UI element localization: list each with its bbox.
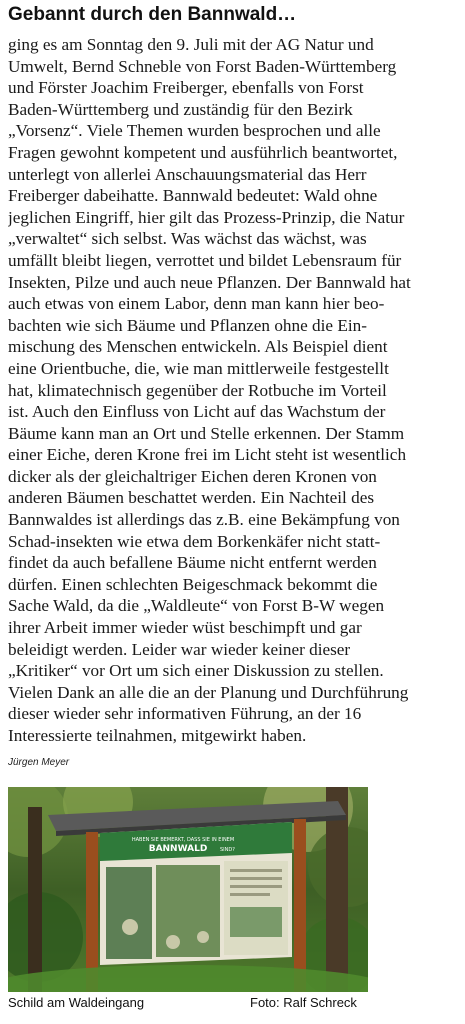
- article-line: eine Orientbuche, die, wie man mittlerweile festgestellt: [8, 358, 389, 378]
- article-line: Freiberger dabeihatte. Bannwald bedeutet: Wald ohne: [8, 186, 378, 206]
- article-line: Sache Wald, da die „Waldleute“ von Forst B-W wegen: [8, 596, 385, 616]
- tree-trunk: [28, 807, 42, 992]
- article-line: jeglichen Eingriff, hier gilt das Prozess-Prinzip, die Natur: [8, 207, 405, 227]
- sign-panel-photo: [106, 867, 152, 959]
- article-line: und Förster Joachim Freiberger, ebenfalls von Forst: [8, 78, 364, 98]
- article-line: Bannwaldes ist allerdings das z.B. eine Bekämpfung von: [8, 510, 400, 530]
- article-line: Interessierte teilnahmen, mitgewirkt haben.: [8, 726, 307, 745]
- photo-credit: Foto: Ralf Schreck: [250, 995, 357, 1010]
- article-line: „Vorsenz“. Viele Themen wurden besprochen und alle: [8, 121, 381, 141]
- article-line: ist. Auch den Einfluss von Licht auf das Wachstum der: [8, 402, 386, 422]
- article-title: Gebannt durch den Bannwald…: [8, 4, 297, 25]
- article-line: umfällt bleibt liegen, verrottet und bildet Lebensraum für: [8, 250, 402, 270]
- article-line: dürfen. Einen schlechten Beigeschmack bekommt die: [8, 574, 378, 594]
- article-line: dicker als der gleichaltriger Eichen deren Kronen von: [8, 466, 377, 486]
- article-line: Schad-insekten wie etwa dem Borkenkäfer nicht statt-: [8, 531, 381, 551]
- sign-text-line2: BANNWALD: [148, 844, 208, 854]
- article-line: auch etwas von einem Labor, denn man kann hier beo-: [8, 294, 385, 314]
- article-line: beleidigt werden. Leider war wieder keiner dieser: [8, 639, 351, 659]
- article-line: „Kritiker“ vor Ort um sich einer Diskussion zu stellen.: [8, 661, 384, 681]
- article-line: Umwelt, Bernd Schneble von Forst Baden-Württemberg: [8, 56, 397, 76]
- article-line: Baden-Württemberg und zuständig für den Bezirk: [8, 99, 353, 119]
- article-line: findet da auch befallene Bäume nicht entfernt werden: [8, 553, 377, 573]
- article-line: ihrer Arbeit immer wieder wüst beschimpft und gar: [8, 618, 362, 638]
- article-line: Vielen Dank an alle die an der Planung und Durchführung: [8, 682, 409, 702]
- photo-caption: Schild am Waldeingang: [8, 995, 145, 1010]
- article-line: „verwaltet“ sich selbst. Was wächst das wächst, was: [8, 229, 367, 249]
- photo-illustration: [8, 787, 368, 992]
- article-line: ging es am Sonntag den 9. Juli mit der AG Natur und: [8, 35, 374, 54]
- sign-panel-photo: [156, 865, 220, 957]
- article-line: hat, klimatechnisch gegenüber der Rotbuche im Vorteil: [8, 380, 387, 400]
- article-line: unterlegt von allerlei Anschauungsmaterial das Herr: [8, 164, 367, 184]
- article-line: dieser wieder sehr informativen Führung, an der 16: [8, 704, 362, 724]
- article-line: einer Eiche, deren Krone frei im Licht steht ist wesentlich: [8, 445, 407, 465]
- photo-sign-forest: [8, 787, 368, 992]
- author-name: Jürgen Meyer: [8, 757, 70, 768]
- article-line: bachten wie sich Bäume und Pflanzen ohne die Ein-: [8, 315, 367, 335]
- sign-post-right: [294, 819, 306, 992]
- sign-text-line3: SIND?: [220, 847, 235, 853]
- article-line: Insekten, Pilze und auch neue Pflanzen. Der Bannwald hat: [8, 272, 411, 292]
- article-line: mischung des Menschen entwickeln. Als Beispiel dient: [8, 337, 388, 357]
- article-line: Fragen gewohnt kompetent und ausführlich beantwortet,: [8, 142, 398, 162]
- article-body: [8, 34, 458, 747]
- sign-text-line1: HABEN SIE BEMERKT, DASS SIE IN EINEM: [131, 837, 235, 843]
- article-line: anderen Bäumen beschattet werden. Ein Nachteil des: [8, 488, 375, 508]
- article-line: Bäume kann man an Ort und Stelle erkennen. Der Stamm: [8, 423, 405, 443]
